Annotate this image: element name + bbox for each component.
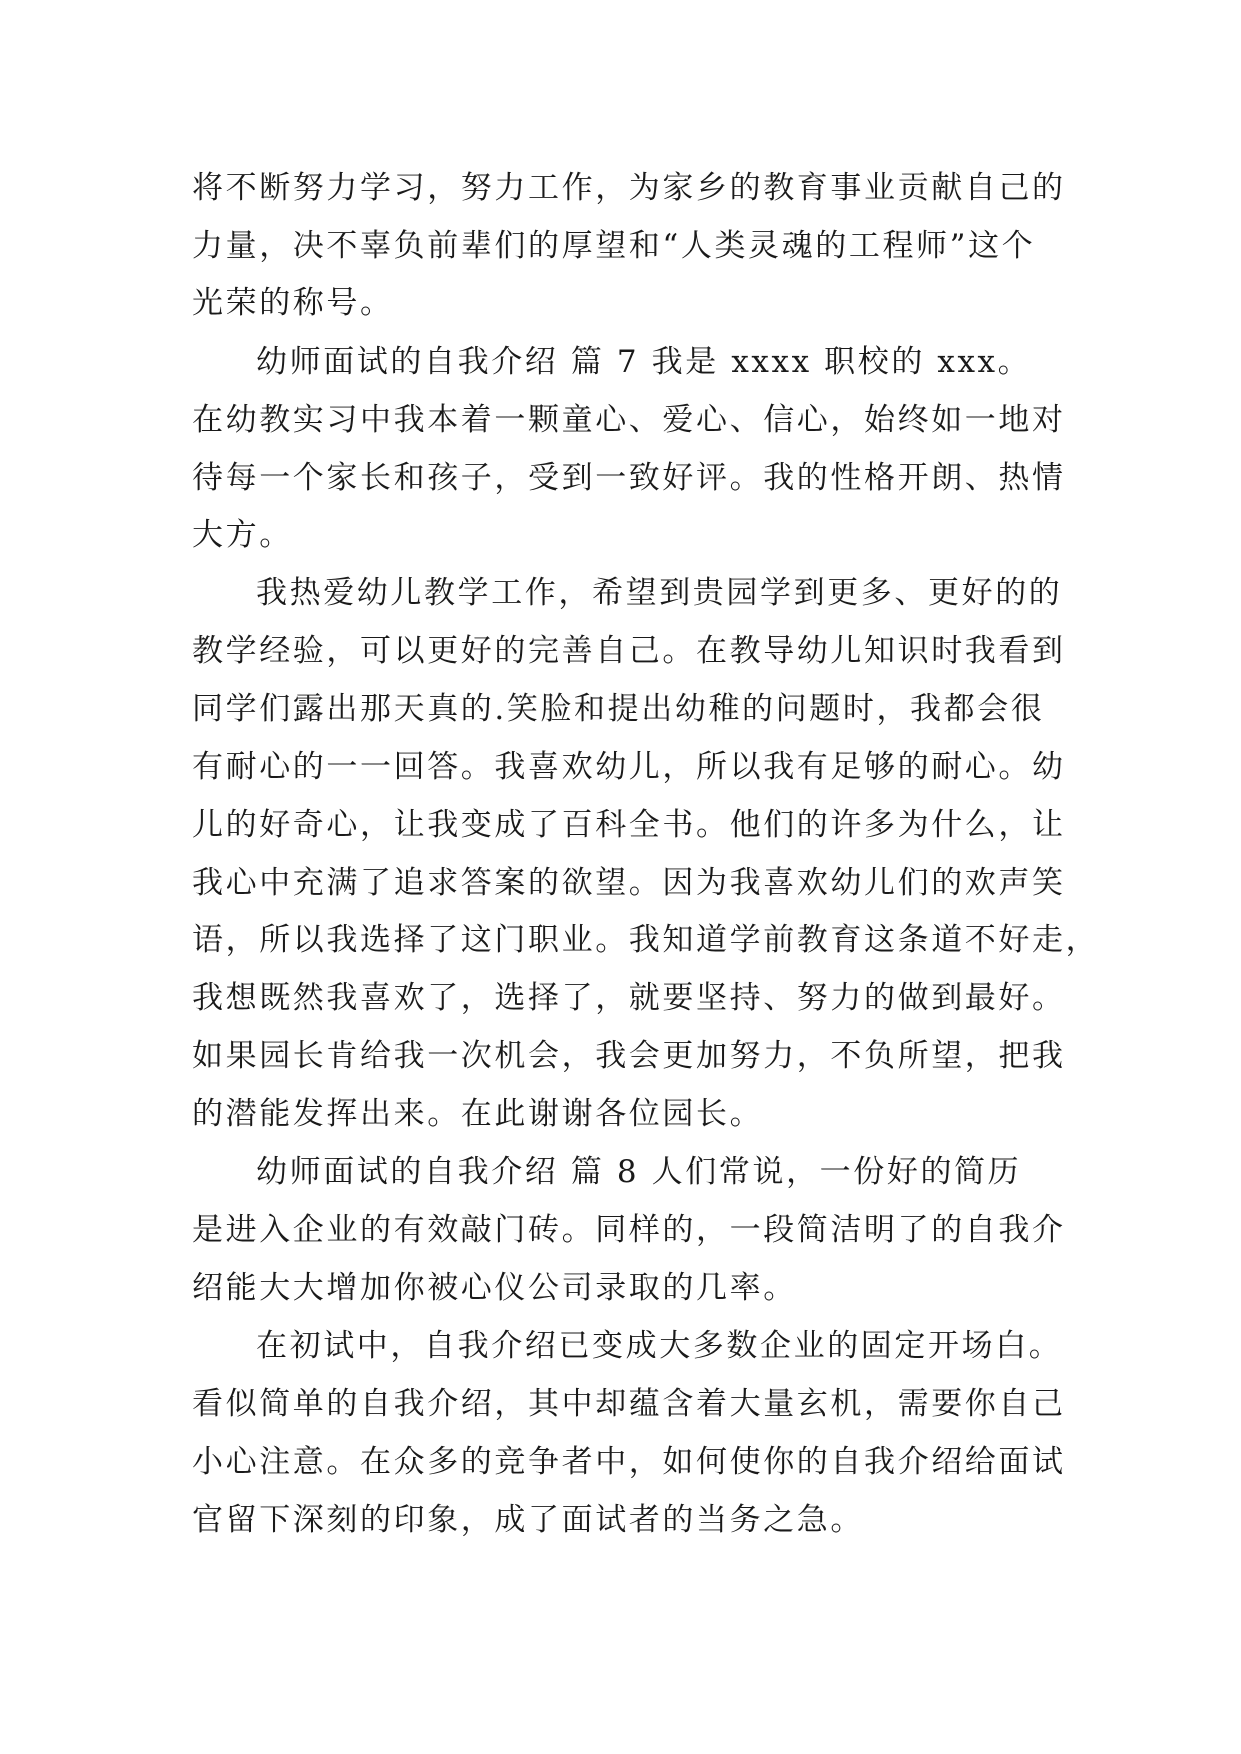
text-line: 在幼教实习中我本着一颗童心、爱心、信心，始终如一地对 — [192, 402, 1066, 438]
text-line: 大方。 — [192, 517, 293, 553]
text-line: 我想既然我喜欢了，选择了，就要坚持、努力的做到最好。 — [192, 980, 1066, 1016]
text-line: 将不断努力学习，努力工作，为家乡的教育事业贡献自己的 — [192, 170, 1066, 206]
text-line: 绍能大大增加你被心仪公司录取的几率。 — [192, 1270, 797, 1306]
text-line: 的潜能发挥出来。在此谢谢各位园长。 — [192, 1096, 764, 1132]
text-line: 语，所以我选择了这门职业。我知道学前教育这条道不好走， — [192, 922, 1100, 958]
text-line: 有耐心的一一回答。我喜欢幼儿，所以我有足够的耐心。幼 — [192, 749, 1066, 785]
section-heading-7: 幼师面试的自我介绍 篇 7 我是 xxxx 职校的 xxx。 — [256, 344, 1032, 380]
text-line: 教学经验，可以更好的完善自己。在教导幼儿知识时我看到 — [192, 633, 1066, 669]
text-line: 同学们露出那天真的.笑脸和提出幼稚的问题时，我都会很 — [192, 691, 1045, 727]
paragraph-start: 在初试中，自我介绍已变成大多数企业的固定开场白。 — [256, 1328, 1063, 1364]
text-line: 儿的好奇心，让我变成了百科全书。他们的许多为什么，让 — [192, 807, 1066, 843]
text-line: 我心中充满了追求答案的欲望。因为我喜欢幼儿们的欢声笑 — [192, 865, 1066, 901]
text-line: 小心注意。在众多的竞争者中，如何使你的自我介绍给面试 — [192, 1444, 1066, 1480]
text-line: 看似简单的自我介绍，其中却蕴含着大量玄机，需要你自己 — [192, 1386, 1066, 1422]
paragraph-start: 我热爱幼儿教学工作，希望到贵园学到更多、更好的的 — [256, 575, 1063, 611]
text-line: 如果园长肯给我一次机会，我会更加努力，不负所望，把我 — [192, 1038, 1066, 1074]
section-heading-8: 幼师面试的自我介绍 篇 8 人们常说，一份好的简历 — [256, 1154, 1022, 1190]
text-line: 是进入企业的有效敲门砖。同样的，一段简洁明了的自我介 — [192, 1212, 1066, 1248]
text-line: 待每一个家长和孩子，受到一致好评。我的性格开朗、热情 — [192, 460, 1066, 496]
text-line: 官留下深刻的印象，成了面试者的当务之急。 — [192, 1502, 864, 1538]
text-line: 力量，决不辜负前辈们的厚望和“人类灵魂的工程师”这个 — [192, 228, 1036, 264]
text-line: 光荣的称号。 — [192, 285, 394, 321]
